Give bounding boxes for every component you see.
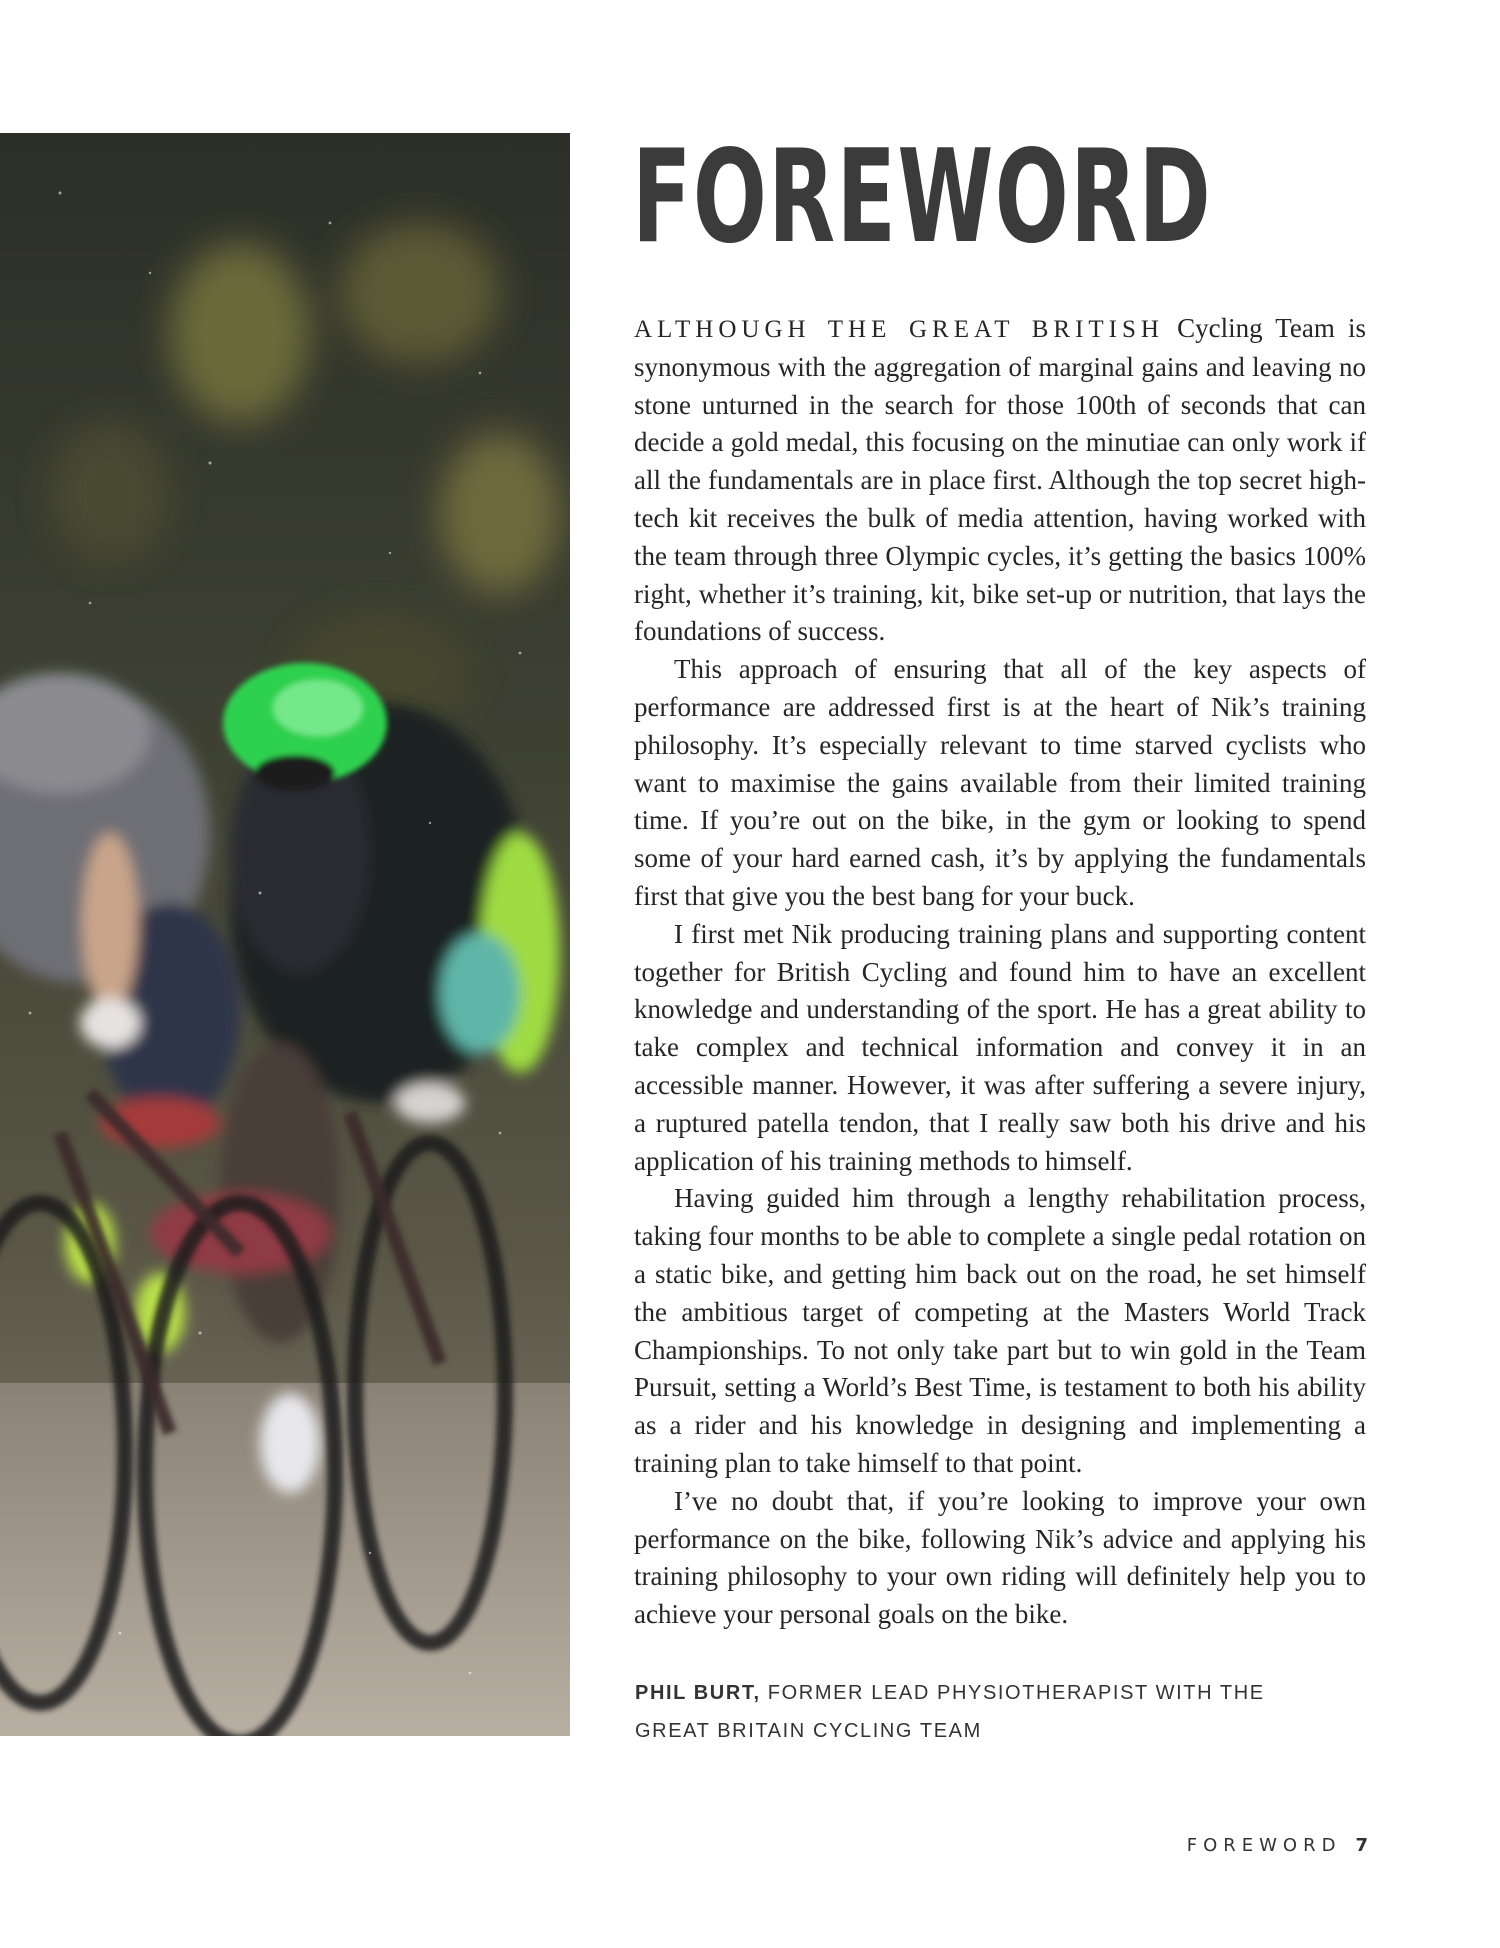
- signature-line-2: GREAT BRITAIN CYCLING TEAM: [635, 1720, 982, 1742]
- signature-name: PHIL BURT,: [635, 1682, 761, 1704]
- signature-role: FORMER LEAD PHYSIOTHERAPIST WITH THE: [760, 1682, 1265, 1704]
- cyclists-photo: [0, 133, 570, 1736]
- paragraph-text: Cycling Team is synonymous with the aggregation of marginal gains and leaving no stone unturned in the search for those 100th of seconds that can decide a gold medal, this focusing on the minutiae can only work if all the fundamentals are in place first. Although the top secret high-tech kit receives the bulk of media attention, having worked with the team through three Olympic cycles, it’s getting the basics 100% right, whether it’s training, kit, bike set-up or nutrition, that lays the foundations of success.: [634, 313, 1366, 647]
- lead-in-caps: ALTHOUGH THE GREAT BRITISH: [634, 316, 1164, 343]
- foreword-body: [634, 310, 1366, 1634]
- paragraph: I first met Nik producing training plans and supporting content together for British Cycling and found him to have an excellent knowledge and understanding of the sport. He has a great ability to take complex and technical information and convey it in an accessible manner. However, it was after suffering a severe injury, a ruptured patella tendon, that I really saw both his drive and his application of his training methods to himself.: [634, 918, 1366, 1176]
- paragraph: I’ve no doubt that, if you’re looking to improve your own performance on the bike, following Nik’s advice and applying his training philosophy to your own riding will definitely help you to achieve your personal goals on the bike.: [634, 1485, 1366, 1630]
- signature: [635, 1674, 1395, 1750]
- page-footer: [1187, 1835, 1368, 1856]
- running-footer-label: FOREWORD: [1186, 1835, 1342, 1856]
- paragraph: This approach of ensuring that all of the key aspects of performance are addressed first is at the heart of Nik’s training philosophy. It’s especially relevant to time starved cyclists who want to maximise the gains available from their limited training time. If you’re out on the bike, in the gym or looking to spend some of your hard earned cash, it’s by applying the fundamentals first that give you the best bang for your buck.: [634, 654, 1366, 911]
- paragraph: [634, 310, 1366, 651]
- page-title: FOREWORD: [632, 123, 1213, 272]
- signature-line-1: [635, 1674, 1395, 1712]
- page-number: 7: [1355, 1835, 1368, 1856]
- paragraph: Having guided him through a lengthy rehabilitation process, taking four months to be able to complete a single pedal rotation on a static bike, and getting him back out on the road, he set himself the ambitious target of competing at the Masters World Track Championships. To not only take part but to win gold in the Team Pursuit, setting a World’s Best Time, is testament to both his ability as a rider and his knowledge in designing and implementing a training plan to take himself to that point.: [634, 1183, 1366, 1478]
